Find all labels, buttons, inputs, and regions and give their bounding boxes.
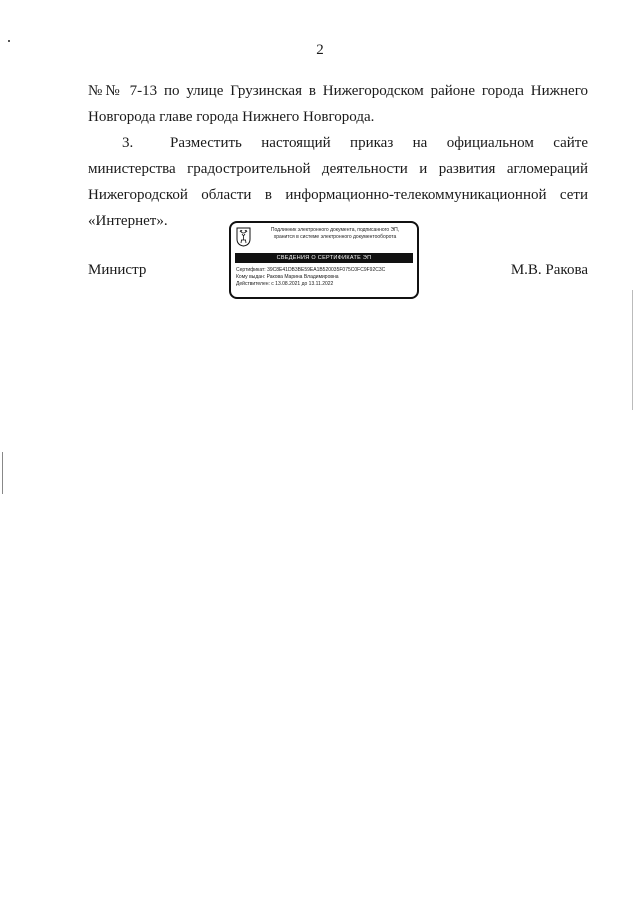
validity-row [236, 281, 414, 288]
paragraph-item-text: Разместить настоящий приказ на официальном сайте министерства градостроительной деятельности и развития агломераций Нижегородской области в информационно-телекоммуникационной сети «Интернет». [88, 135, 588, 229]
validity-value: с 13.08.2021 до 13.11.2022 [271, 281, 334, 287]
issued-to-row [236, 274, 414, 281]
signer-title: Министр [88, 262, 147, 278]
stamp-header-line: хранится в системе электронного документооборота [273, 234, 397, 240]
stamp-certificate-info [236, 267, 414, 288]
electronic-signature-stamp [229, 221, 419, 299]
validity-label: Действителен: [236, 281, 270, 287]
issued-to-label: Кому выдан: [236, 274, 266, 280]
coat-of-arms-icon [236, 227, 251, 247]
certificate-value: 39C8E41DB3BE59EA1B520035F075C0FC9F92C3C [267, 267, 386, 273]
stamp-certificate-title: СВЕДЕНИЯ О СЕРТИФИКАТЕ ЭП [235, 253, 413, 263]
scan-artifact [632, 290, 633, 410]
paragraph-item-3 [88, 130, 588, 234]
paragraph-continuation: №№ 7-13 по улице Грузинская в Нижегородском районе города Нижнего Новгорода главе города Нижнего Новгорода. [88, 83, 588, 125]
scan-artifact [8, 40, 10, 42]
signer-name: М.В. Ракова [510, 262, 588, 278]
page-number: 2 [316, 42, 324, 58]
certificate-label: Сертификат: [236, 267, 266, 273]
certificate-row [236, 267, 414, 274]
issued-to-value: Ракова Марина Владимировна [266, 274, 339, 280]
scan-artifact [2, 452, 3, 494]
stamp-header [255, 227, 415, 241]
stamp-header-line: Подлинник электронного документа, подписанного ЭП, [270, 227, 400, 233]
paragraph-item-number: 3. [122, 135, 134, 151]
